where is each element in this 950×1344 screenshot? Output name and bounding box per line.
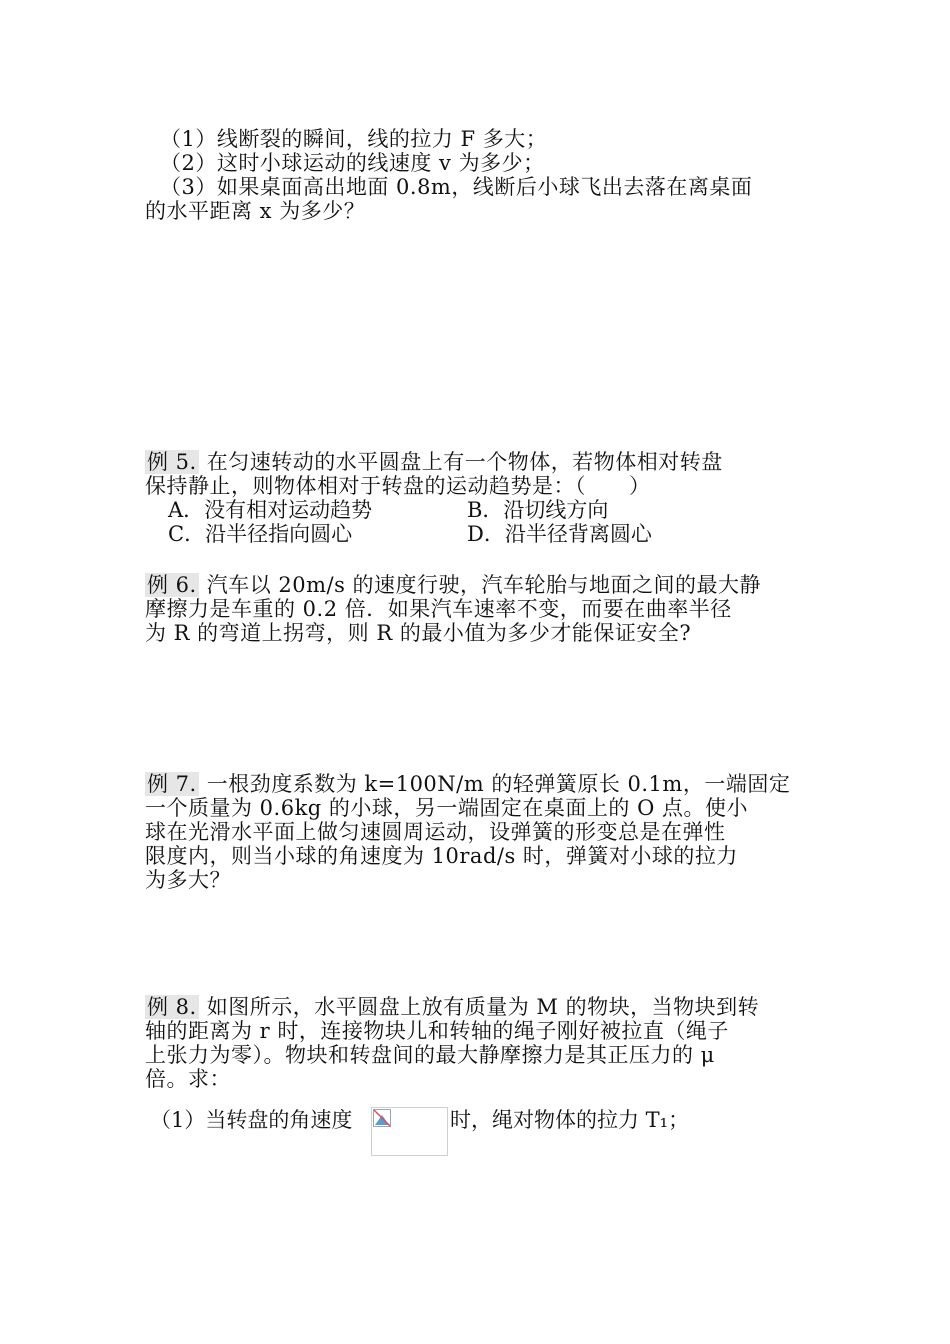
example5-label: 例 5. xyxy=(147,450,197,474)
example7-label: 例 7. xyxy=(147,772,197,796)
example8-line4: 倍。求： xyxy=(145,1067,231,1091)
formula-image-placeholder xyxy=(371,1107,448,1156)
example8-label: 例 8. xyxy=(147,995,197,1019)
example8-q1-after: 时，绳对物体的拉力 T₁； xyxy=(450,1108,690,1132)
example5-option-b: B．沿切线方向 xyxy=(467,498,609,522)
example6-line1 xyxy=(145,573,810,597)
example5-option-d: D．沿半径背离圆心 xyxy=(467,522,652,546)
broken-image-icon xyxy=(373,1109,391,1127)
example7-line1 xyxy=(145,772,810,796)
example8-line2: 轴的距离为 r 时，连接物块儿和转轴的绳子刚好被拉直（绳子 xyxy=(145,1019,729,1043)
problem4-q3-line1: （3）如果桌面高出地面 0.8m，线断后小球飞出去落在离桌面 xyxy=(160,175,753,199)
example5-option-c: C．沿半径指向圆心 xyxy=(168,522,353,546)
example7-line2: 一个质量为 0.6kg 的小球，另一端固定在桌面上的 O 点。使小 xyxy=(145,796,748,820)
example7-line5: 为多大？ xyxy=(145,868,231,892)
example7-line3: 球在光滑水平面上做匀速圆周运动，设弹簧的形变总是在弹性 xyxy=(145,820,726,844)
example5-line2: 保持静止，则物体相对于转盘的运动趋势是：（ ） xyxy=(145,474,651,498)
example6-line2: 摩擦力是车重的 0.2 倍．如果汽车速率不变，而要在曲率半径 xyxy=(145,597,732,621)
example7-text-1: 一根劲度系数为 k=100N/m 的轻弹簧原长 0.1m，一端固定 xyxy=(206,772,791,796)
example5-text-1: 在匀速转动的水平圆盘上有一个物体，若物体相对转盘 xyxy=(206,450,723,474)
example8-q1-before: （1）当转盘的角速度 xyxy=(150,1108,353,1132)
problem4-q3-line2: 的水平距离 x 为多少？ xyxy=(145,199,366,223)
example6-label: 例 6. xyxy=(147,573,197,597)
example6-text-1: 汽车以 20m/s 的速度行驶，汽车轮胎与地面之间的最大静 xyxy=(206,573,762,597)
example8-line3: 上张力为零）。物块和转盘间的最大静摩擦力是其正压力的 μ xyxy=(145,1043,715,1067)
example6-line3: 为 R 的弯道上拐弯，则 R 的最小值为多少才能保证安全? xyxy=(145,621,692,645)
example5-line1 xyxy=(145,450,810,474)
example7-line4: 限度内，则当小球的角速度为 10rad/s 时，弹簧对小球的拉力 xyxy=(145,844,738,868)
problem4-q1: （1）线断裂的瞬间，线的拉力 F 多大； xyxy=(160,127,548,151)
example8-text-1: 如图所示，水平圆盘上放有质量为 M 的物块，当物块到转 xyxy=(206,995,760,1019)
example5-option-a: A．没有相对运动趋势 xyxy=(168,498,373,522)
example8-line1 xyxy=(145,995,810,1019)
problem4-q2: （2）这时小球运动的线速度 v 为多少； xyxy=(160,151,545,175)
